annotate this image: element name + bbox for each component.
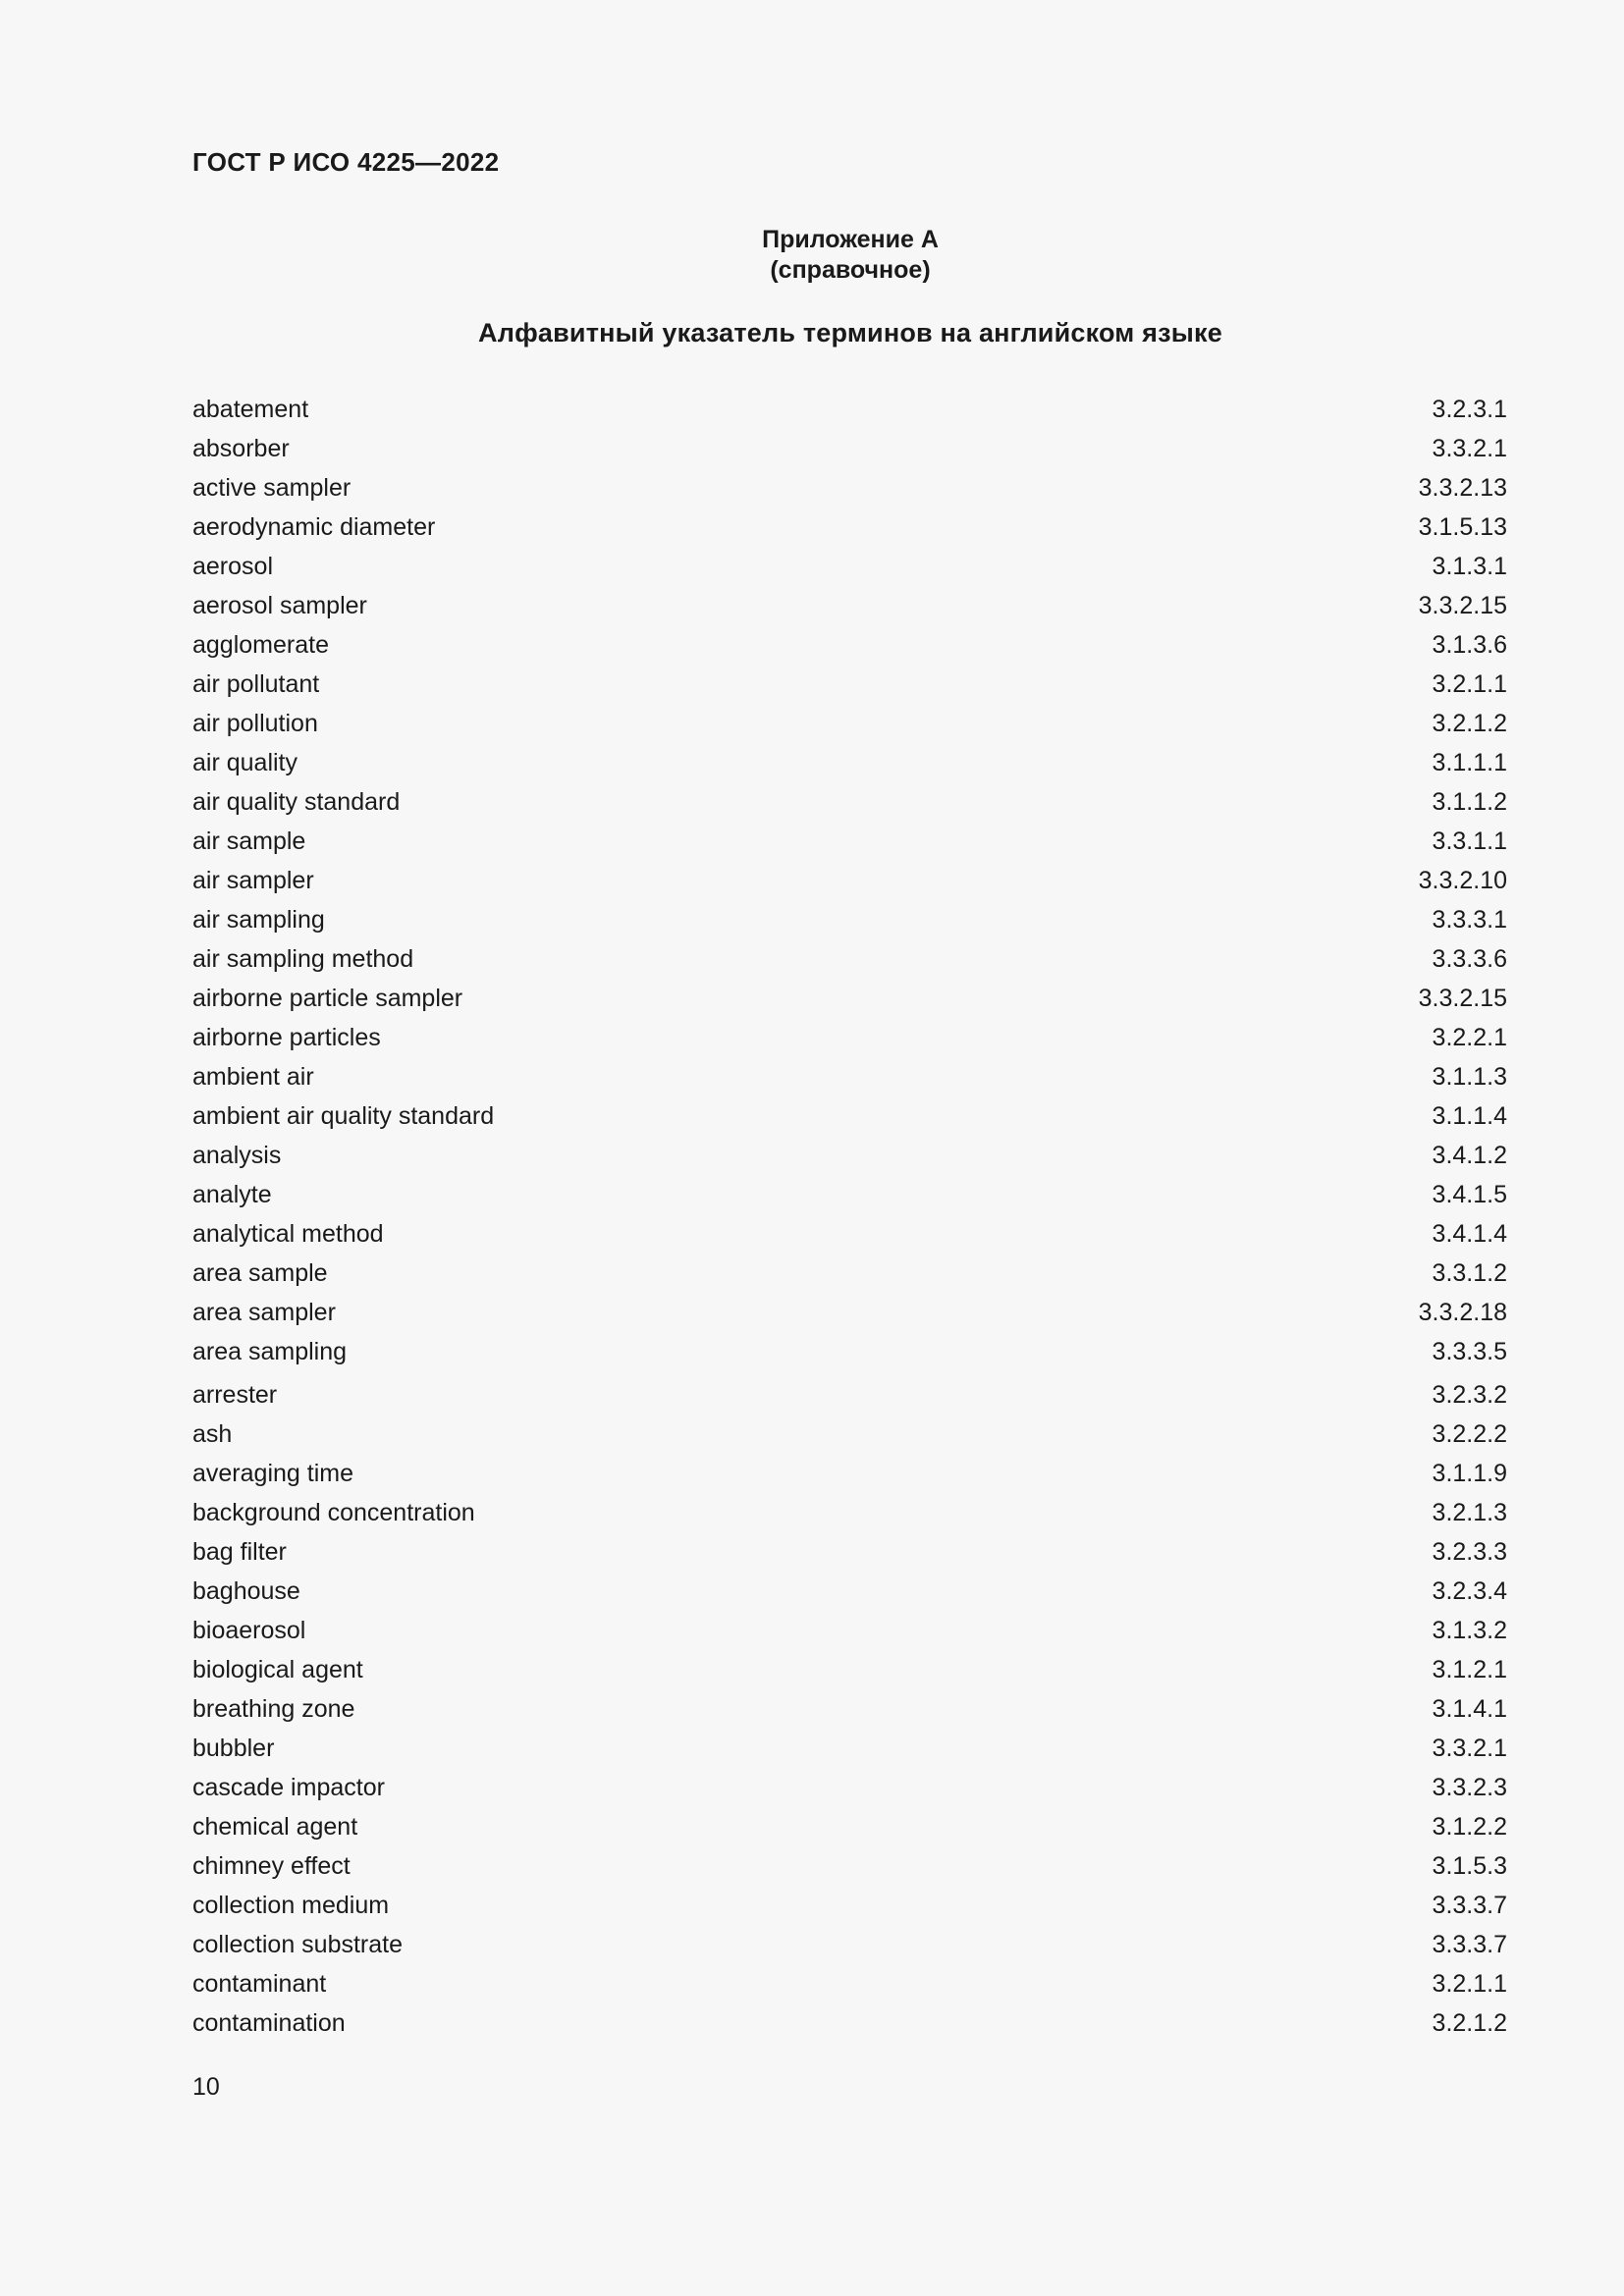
annex-status: (справочное)	[770, 256, 931, 284]
index-term-reference: 3.3.2.1	[1432, 1735, 1507, 1762]
index-term: air sampler	[192, 867, 314, 894]
annex-heading	[0, 225, 1624, 286]
index-entry	[192, 1255, 1507, 1295]
index-entry	[192, 863, 1507, 902]
index-entry	[192, 549, 1507, 588]
index-term: breathing zone	[192, 1695, 355, 1723]
index-term-reference: 3.2.2.2	[1432, 1420, 1507, 1448]
index-entry	[192, 431, 1507, 470]
index-term-reference: 3.3.2.10	[1418, 867, 1507, 894]
index-term-reference: 3.2.1.1	[1432, 1970, 1507, 1998]
index-entry	[192, 1966, 1507, 2005]
index-term: aerosol sampler	[192, 592, 367, 619]
index-term: aerosol	[192, 553, 273, 580]
index-entry	[192, 1495, 1507, 1534]
index-entry	[192, 1377, 1507, 1416]
index-term: ambient air quality standard	[192, 1102, 495, 1130]
index-term-reference: 3.2.1.2	[1432, 2009, 1507, 2037]
index-term: bubbler	[192, 1735, 275, 1762]
index-entry	[192, 667, 1507, 706]
index-term: air quality	[192, 749, 298, 776]
index-term-reference: 3.3.2.1	[1432, 435, 1507, 462]
index-term: contaminant	[192, 1970, 327, 1998]
index-term-reference: 3.1.5.13	[1418, 513, 1507, 541]
index-term: analyte	[192, 1181, 272, 1208]
index-term-reference: 3.3.3.7	[1432, 1892, 1507, 1919]
index-term: air quality standard	[192, 788, 401, 816]
index-term-reference: 3.1.2.2	[1432, 1813, 1507, 1841]
page-number: 10	[192, 2073, 220, 2101]
index-entry	[192, 1334, 1507, 1373]
index-term-reference: 3.2.1.1	[1432, 670, 1507, 698]
index-term: collection substrate	[192, 1931, 404, 1958]
index-entry	[192, 1138, 1507, 1177]
index-term-reference: 3.1.1.4	[1432, 1102, 1507, 1130]
index-entry	[192, 1809, 1507, 1848]
index-term: airborne particles	[192, 1024, 381, 1051]
index-term-reference: 3.3.2.15	[1418, 592, 1507, 619]
index-term-reference: 3.1.1.2	[1432, 788, 1507, 816]
index-entry	[192, 1534, 1507, 1574]
index-entry	[192, 1216, 1507, 1255]
index-entry	[192, 1020, 1507, 1059]
index-term: aerodynamic diameter	[192, 513, 436, 541]
index-term-reference: 3.1.3.1	[1432, 553, 1507, 580]
index-term: background concentration	[192, 1499, 475, 1526]
index-term: active sampler	[192, 474, 352, 502]
index-term: agglomerate	[192, 631, 329, 659]
index-term: collection medium	[192, 1892, 390, 1919]
index-term-reference: 3.3.1.2	[1432, 1259, 1507, 1287]
index-entry	[192, 588, 1507, 627]
index-term-reference: 3.4.1.4	[1432, 1220, 1507, 1248]
index-term: bag filter	[192, 1538, 287, 1566]
index-entry	[192, 1574, 1507, 1613]
index-term-reference: 3.1.3.2	[1432, 1617, 1507, 1644]
index-term: air sampling method	[192, 945, 414, 973]
index-term: chimney effect	[192, 1852, 351, 1880]
index-entry	[192, 1927, 1507, 1966]
index-entry	[192, 706, 1507, 745]
term-index-list	[192, 392, 1507, 2045]
index-term: baghouse	[192, 1577, 300, 1605]
index-entry	[192, 392, 1507, 431]
index-title: Алфавитный указатель терминов на английском языке	[478, 318, 1222, 347]
index-term-reference: 3.3.2.3	[1432, 1774, 1507, 1801]
index-term: area sampler	[192, 1299, 336, 1326]
index-entry	[192, 981, 1507, 1020]
index-term: absorber	[192, 435, 290, 462]
index-term-reference: 3.1.1.9	[1432, 1460, 1507, 1487]
index-term: abatement	[192, 396, 309, 423]
index-term-reference: 3.2.3.2	[1432, 1381, 1507, 1409]
index-entry	[192, 1770, 1507, 1809]
index-term-reference: 3.3.2.15	[1418, 985, 1507, 1012]
index-term: arrester	[192, 1381, 278, 1409]
index-term-reference: 3.3.3.6	[1432, 945, 1507, 973]
index-term: ambient air	[192, 1063, 314, 1091]
index-term: biological agent	[192, 1656, 363, 1683]
index-entry	[192, 1059, 1507, 1098]
index-term: chemical agent	[192, 1813, 358, 1841]
index-entry	[192, 509, 1507, 549]
index-term-reference: 3.1.3.6	[1432, 631, 1507, 659]
index-entry	[192, 1888, 1507, 1927]
index-term-reference: 3.1.1.3	[1432, 1063, 1507, 1091]
index-entry	[192, 1613, 1507, 1652]
annex-title: Приложение А	[762, 226, 939, 253]
index-term-reference: 3.1.4.1	[1432, 1695, 1507, 1723]
index-term-reference: 3.2.3.1	[1432, 396, 1507, 423]
index-term-reference: 3.1.5.3	[1432, 1852, 1507, 1880]
index-entry	[192, 1416, 1507, 1456]
index-term-reference: 3.2.3.3	[1432, 1538, 1507, 1566]
index-entry	[192, 1731, 1507, 1770]
index-term: airborne particle sampler	[192, 985, 463, 1012]
index-term: averaging time	[192, 1460, 353, 1487]
index-term-reference: 3.2.3.4	[1432, 1577, 1507, 1605]
index-entry	[192, 470, 1507, 509]
index-term: ash	[192, 1420, 233, 1448]
index-term-reference: 3.2.1.3	[1432, 1499, 1507, 1526]
index-term-reference: 3.2.2.1	[1432, 1024, 1507, 1051]
index-entry	[192, 2005, 1507, 2045]
index-term-reference: 3.1.1.1	[1432, 749, 1507, 776]
index-entry	[192, 1456, 1507, 1495]
index-entry	[192, 1295, 1507, 1334]
index-term: air pollution	[192, 710, 318, 737]
index-term-reference: 3.3.3.1	[1432, 906, 1507, 934]
index-entry	[192, 824, 1507, 863]
index-term: cascade impactor	[192, 1774, 385, 1801]
index-entry	[192, 627, 1507, 667]
index-term-reference: 3.1.2.1	[1432, 1656, 1507, 1683]
index-term: analytical method	[192, 1220, 384, 1248]
index-term: air sampling	[192, 906, 325, 934]
index-entry	[192, 1177, 1507, 1216]
index-term-reference: 3.3.2.18	[1418, 1299, 1507, 1326]
index-entry	[192, 941, 1507, 981]
index-entry	[192, 1652, 1507, 1691]
index-term: air sample	[192, 828, 306, 855]
index-entry	[192, 745, 1507, 784]
document-code: ГОСТ Р ИСО 4225—2022	[192, 147, 500, 177]
index-term-reference: 3.3.3.7	[1432, 1931, 1507, 1958]
index-entry	[192, 1691, 1507, 1731]
index-entry	[192, 902, 1507, 941]
index-term: bioaerosol	[192, 1617, 306, 1644]
index-term-reference: 3.2.1.2	[1432, 710, 1507, 737]
index-entry	[192, 1098, 1507, 1138]
index-term: analysis	[192, 1142, 282, 1169]
index-term: contamination	[192, 2009, 346, 2037]
index-term-reference: 3.4.1.2	[1432, 1142, 1507, 1169]
index-term-reference: 3.3.3.5	[1432, 1338, 1507, 1365]
index-term-reference: 3.4.1.5	[1432, 1181, 1507, 1208]
index-term: area sample	[192, 1259, 328, 1287]
index-entry	[192, 784, 1507, 824]
index-term-reference: 3.3.2.13	[1418, 474, 1507, 502]
index-term-reference: 3.3.1.1	[1432, 828, 1507, 855]
index-entry	[192, 1848, 1507, 1888]
index-term: air pollutant	[192, 670, 320, 698]
index-term: area sampling	[192, 1338, 348, 1365]
